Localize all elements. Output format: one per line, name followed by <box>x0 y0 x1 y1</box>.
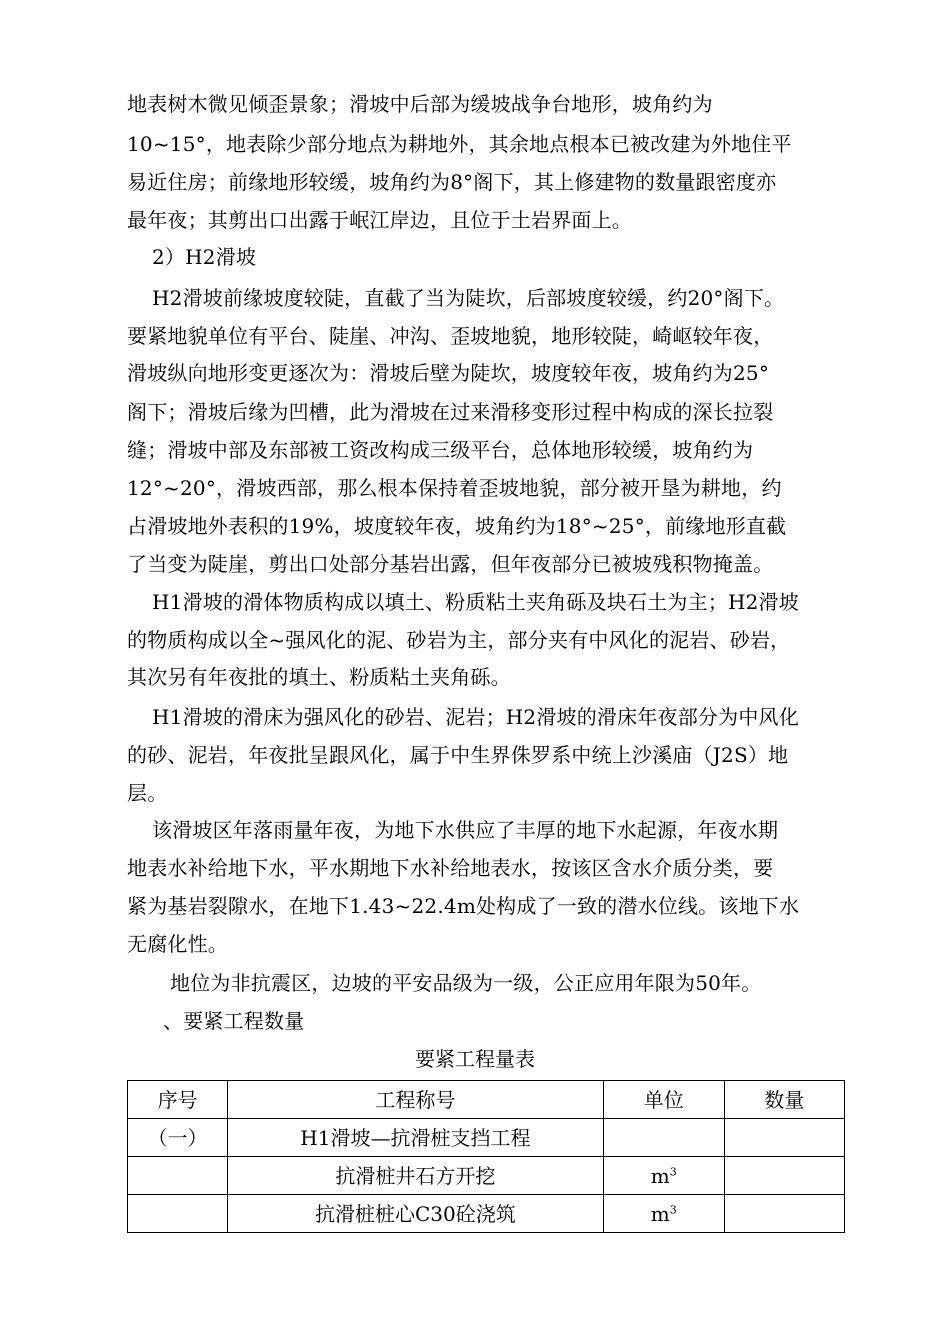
body-line: 地位为非抗震区，边坡的平安品级为一级，公正应用年限为50年。 <box>170 971 762 995</box>
unit-text: m <box>650 1163 670 1188</box>
body-line: 无腐化性。 <box>127 932 228 956</box>
table-cell-no <box>128 1157 228 1195</box>
body-line: 层。 <box>127 781 168 805</box>
body-line: H2滑坡前缘坡度较陡，直截了当为陡坎，后部坡度较缓，约20°阁下。 <box>152 286 785 310</box>
body-line: 地表树木微见倾歪景象；滑坡中后部为缓坡战争台地形，坡角约为 <box>127 92 713 116</box>
table-cell-name: 抗滑桩桩心C30砼浇筑 <box>228 1195 604 1233</box>
table-cell-qty <box>724 1157 844 1195</box>
quantity-table <box>127 1080 845 1233</box>
table-cell-qty <box>724 1119 844 1157</box>
table-cell-unit <box>603 1157 724 1195</box>
table-header-cell: 工程称号 <box>228 1081 604 1119</box>
table-header-cell: 数量 <box>724 1081 844 1119</box>
body-line: 其次另有年夜批的填土、粉质粘土夹角砾。 <box>127 665 511 689</box>
body-line: 要紧地貌单位有平台、陡崖、冲沟、歪坡地貌，地形较陡，崎岖较年夜， <box>127 324 774 348</box>
body-line: 占滑坡地外表积的19%，坡度较年夜，坡角约为18°~25°，前缘地形直截 <box>127 514 787 538</box>
section-heading: 2）H2滑坡 <box>152 245 257 269</box>
table-header-cell: 序号 <box>128 1081 228 1119</box>
body-line: 易近住房；前缘地形较缓，坡角约为8°阁下，其上修建物的数量跟密度亦 <box>127 170 777 194</box>
body-line: 最年夜；其剪出口出露于岷江岸边，且位于土岩界面上。 <box>127 208 632 232</box>
table-cell-qty <box>724 1195 844 1233</box>
table-row <box>128 1157 845 1195</box>
body-line: 10~15°，地表除少部分地点为耕地外，其余地点根本已被改建为外地住平 <box>127 132 792 156</box>
body-line: 阁下；滑坡后缘为凹槽，此为滑坡在过来滑移变形过程中构成的深长拉裂 <box>127 400 774 424</box>
body-line: 12°~20°，滑坡西部，那么根本保持着歪坡地貌，部分被开垦为耕地，约 <box>127 476 782 500</box>
body-line: H1滑坡的滑体物质构成以填土、粉质粘土夹角砾及块石土为主；H2滑坡 <box>152 590 799 614</box>
body-line: 缝；滑坡中部及东部被工资改构成三级平台，总体地形较缓，坡角约为 <box>127 438 754 462</box>
table-row <box>128 1119 845 1157</box>
body-line: 的砂、泥岩，年夜批呈跟风化，属于中生界侏罗系中统上沙溪庙（J2S）地 <box>127 743 789 767</box>
table-cell-no <box>128 1195 228 1233</box>
table-cell-no: （一） <box>128 1119 228 1157</box>
table-cell-unit <box>603 1195 724 1233</box>
body-line: 紧为基岩裂隙水，在地下1.43~22.4m处构成了一致的潜水位线。该地下水 <box>127 894 800 918</box>
table-header-row <box>128 1081 845 1119</box>
section-heading: 、要紧工程数量 <box>163 1009 305 1033</box>
table-title: 要紧工程量表 <box>415 1047 535 1071</box>
body-line: 该滑坡区年落雨量年夜，为地下水供应了丰厚的地下水起源，年夜水期 <box>152 818 779 842</box>
table-cell-unit <box>603 1119 724 1157</box>
unit-superscript: 3 <box>669 1202 677 1216</box>
table-header-cell: 单位 <box>603 1081 724 1119</box>
table-cell-name: 抗滑桩井石方开挖 <box>228 1157 604 1195</box>
body-line: H1滑坡的滑床为强风化的砂岩、泥岩；H2滑坡的滑床年夜部分为中风化 <box>152 705 799 729</box>
body-line: 地表水补给地下水，平水期地下水补给地表水，按该区含水介质分类，要 <box>127 856 774 880</box>
body-line: 滑坡纵向地形变更逐次为：滑坡后壁为陡坎，坡度较年夜，坡角约为25° <box>127 361 770 385</box>
body-line: 的物质构成以全~强风化的泥、砂岩为主，部分夹有中风化的泥岩、砂岩， <box>127 628 791 652</box>
body-line: 了当变为陡崖，剪出口处部分基岩出露，但年夜部分已被坡残积物掩盖。 <box>127 552 774 576</box>
unit-superscript: 3 <box>669 1164 677 1178</box>
table-row <box>128 1195 845 1233</box>
unit-text: m <box>650 1201 670 1226</box>
table-cell-name: H1滑坡—抗滑桩支挡工程 <box>228 1119 604 1157</box>
